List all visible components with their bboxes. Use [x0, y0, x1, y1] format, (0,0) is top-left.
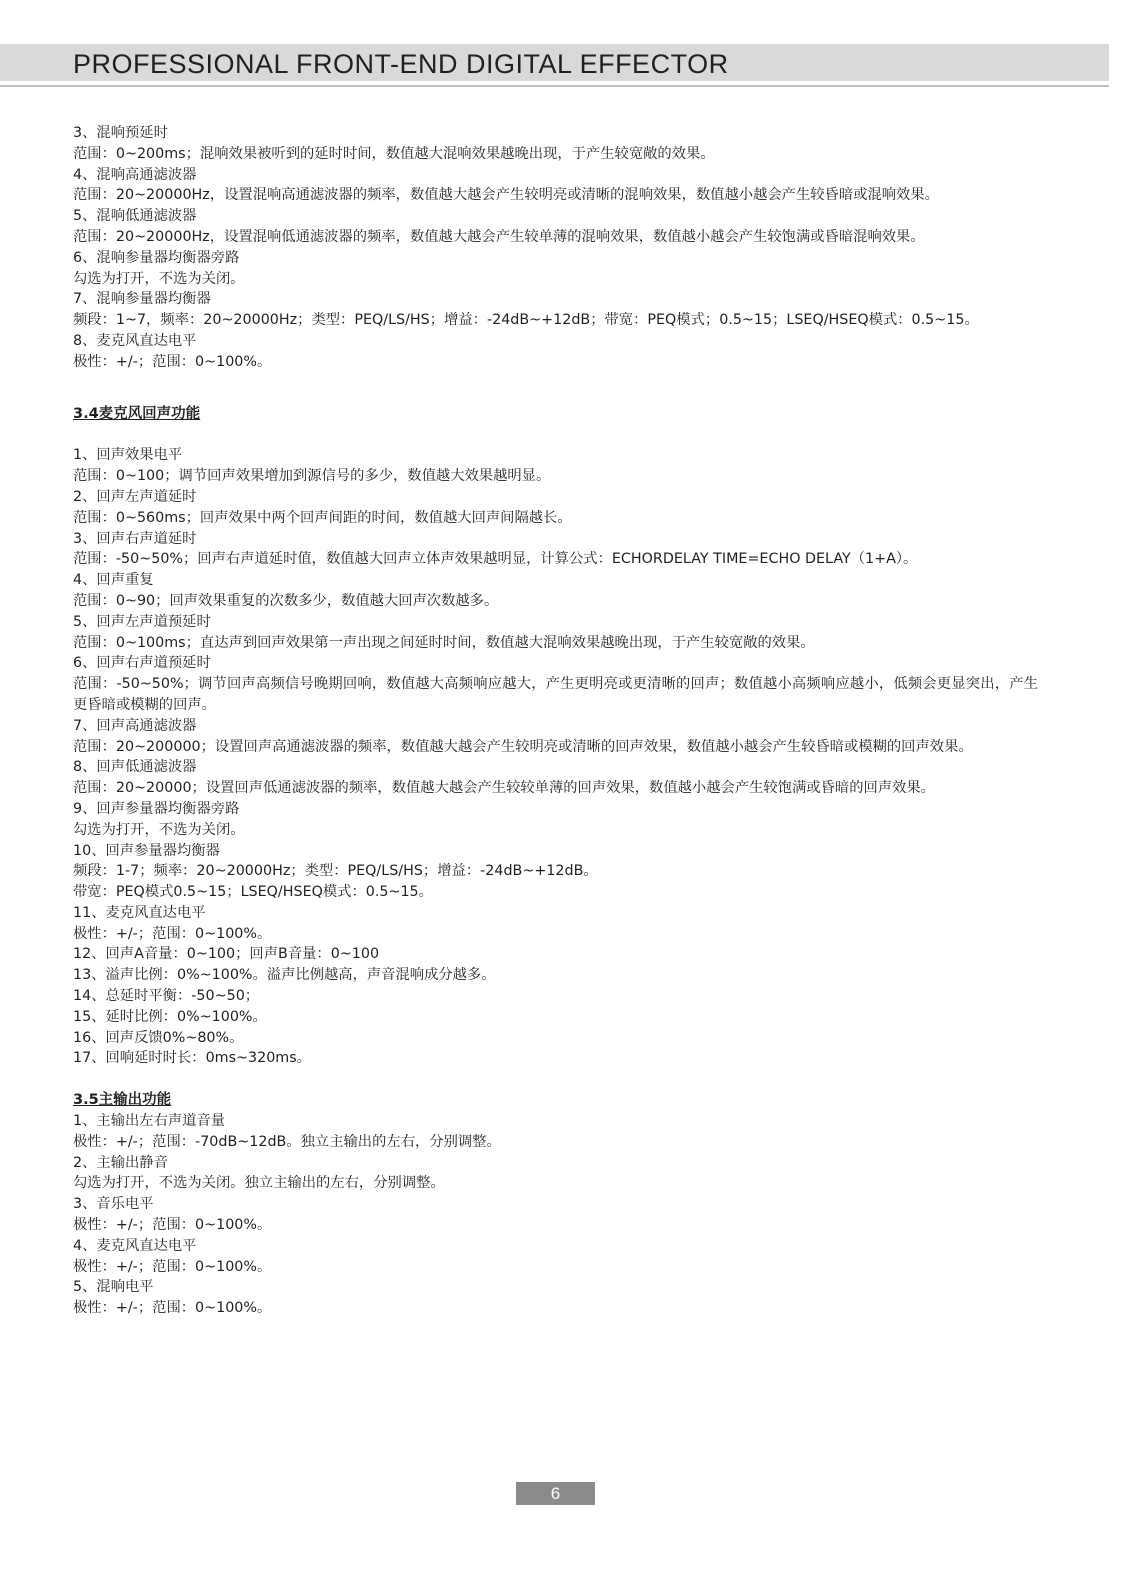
reverb-level-title: 5、混响电平 [73, 1279, 154, 1296]
echo-peq-title: 10、回声参量器均衡器 [73, 842, 220, 859]
echo-delay-balance-line: 14、总延时平衡：-50~50； [73, 988, 260, 1005]
reverb-hpf-title: 4、混响高通滤波器 [73, 166, 197, 183]
section-heading-main-output: 3.5主输出功能 [73, 1092, 172, 1109]
echo-mic-direct-title: 11、麦克风直达电平 [73, 904, 206, 921]
reverb-lpf-desc: 范围：20~20000Hz，设置混响低通滤波器的频率，数值越大越会产生较单薄的混响效果，数值越小越会产生较饱满或昏暗混响效果。 [73, 228, 925, 245]
echo-right-predelay-desc: 范围：-50~50%；调节回声高频信号晚期回响，数值越大高频响应越大，产生更明亮或更清晰的回声；数值越小高频响应越小，低频会更显突出，产生更昏暗或模糊的回声。 [73, 676, 1038, 713]
echo-delay-length-line: 17、回响延时时长：0ms~320ms。 [73, 1050, 311, 1067]
echo-right-predelay-title: 6、回声右声道预延时 [73, 655, 211, 672]
echo-feedback-line: 16、回声反馈0%~80%。 [73, 1029, 244, 1046]
echo-ab-volume-line: 12、回声A音量：0~100；回声B音量：0~100 [73, 946, 380, 963]
header-divider [0, 85, 1109, 87]
reverb-hpf-desc: 范围：20~20000Hz，设置混响高通滤波器的频率，数值越大越会产生较明亮或清晰的混响效果，数值越小越会产生较昏暗或混响效果。 [73, 187, 939, 204]
music-level-desc: 极性：+/-；范围：0~100%。 [73, 1217, 272, 1234]
echo-peq-bandwidth-desc: 带宽：PEQ模式0.5~15；LSEQ/HSEQ模式：0.5~15。 [73, 884, 433, 901]
echo-repeat-desc: 范围：0~90；回声效果重复的次数多少，数值越大回声次数越多。 [73, 592, 499, 609]
mic-direct-level-title: 4、麦克风直达电平 [73, 1237, 197, 1254]
reverb-peq-bypass-desc: 勾选为打开，不选为关闭。 [73, 270, 245, 287]
main-output-mute-desc: 勾选为打开，不选为关闭。独立主输出的左右，分别调整。 [73, 1175, 445, 1192]
reverb-peq-bypass-title: 6、混响参量器均衡器旁路 [73, 249, 240, 266]
echo-peq-bypass-title: 9、回声参量器均衡器旁路 [73, 800, 240, 817]
page-header-title: PROFESSIONAL FRONT-END DIGITAL EFFECTOR [73, 49, 729, 79]
reverb-peq-desc: 频段：1~7，频率：20~20000Hz；类型：PEQ/LS/HS；增益：-24dB~+12dB；带宽：PEQ模式；0.5~15；LSEQ/HSEQ模式：0.5~15。 [73, 312, 979, 329]
echo-left-delay-title: 2、回声左声道延时 [73, 488, 197, 505]
reverb-params-section [73, 123, 1038, 373]
page-number: 6 [516, 1482, 595, 1505]
echo-lpf-desc: 范围：20~20000；设置回声低通滤波器的频率，数值越大越会产生较较单薄的回声效果，数值越小越会产生较饱满或昏暗的回声效果。 [73, 780, 935, 797]
echo-right-delay-title: 3、回声右声道延时 [73, 530, 197, 547]
reverb-predelay-desc: 范围：0~200ms；混响效果被听到的延时时间，数值越大混响效果越晚出现，于产生较宽敞的效果。 [73, 145, 715, 162]
echo-left-delay-desc: 范围：0~560ms；回声效果中两个回声间距的时间，数值越大回声间隔越长。 [73, 509, 572, 526]
reverb-level-desc: 极性：+/-；范围：0~100%。 [73, 1300, 272, 1317]
music-level-title: 3、音乐电平 [73, 1196, 154, 1213]
reverb-mic-direct-desc: 极性：+/-；范围：0~100%。 [73, 353, 272, 370]
echo-peq-desc: 频段：1-7；频率：20~20000Hz；类型：PEQ/LS/HS；增益：-24dB~+12dB。 [73, 863, 598, 880]
echo-peq-bypass-desc: 勾选为打开，不选为关闭。 [73, 821, 245, 838]
main-output-mute-title: 2、主输出静音 [73, 1154, 168, 1171]
section-heading-echo: 3.4麦克风回声功能 [73, 405, 201, 422]
reverb-predelay-title: 3、混响预延时 [73, 125, 168, 141]
echo-right-delay-desc: 范围：-50~50%；回声右声道延时值，数值越大回声立体声效果越明显，计算公式：ECHORDELAY TIME=ECHO DELAY（1+A）。 [73, 551, 918, 568]
echo-hpf-desc: 范围：20~200000；设置回声高通滤波器的频率，数值越大越会产生较明亮或清晰的回声效果，数值越小越会产生较昏暗或模糊的回声效果。 [73, 738, 973, 755]
main-output-volume-title: 1、主输出左右声道音量 [73, 1113, 226, 1130]
echo-repeat-title: 4、回声重复 [73, 572, 154, 589]
reverb-lpf-title: 5、混响低通滤波器 [73, 208, 197, 225]
page-content [73, 123, 1038, 1319]
echo-lpf-title: 8、回声低通滤波器 [73, 759, 197, 776]
reverb-peq-title: 7、混响参量器均衡器 [73, 291, 211, 308]
main-output-section [73, 1111, 1038, 1319]
main-output-volume-desc: 极性：+/-；范围：-70dB~12dB。独立主输出的左右，分别调整。 [73, 1133, 501, 1150]
mic-direct-level-desc: 极性：+/-；范围：0~100%。 [73, 1258, 272, 1275]
echo-hpf-title: 7、回声高通滤波器 [73, 717, 197, 734]
echo-mic-direct-desc: 极性：+/-；范围：0~100%。 [73, 925, 272, 942]
echo-delay-ratio-line: 15、延时比例：0%~100%。 [73, 1008, 267, 1025]
echo-level-title: 1、回声效果电平 [73, 447, 183, 464]
reverb-mic-direct-title: 8、麦克风直达电平 [73, 332, 197, 349]
echo-left-predelay-title: 5、回声左声道预延时 [73, 613, 211, 630]
echo-overflow-ratio-line: 13、溢声比例：0%~100%。溢声比例越高，声音混响成分越多。 [73, 967, 496, 984]
echo-section [73, 445, 1038, 1069]
echo-left-predelay-desc: 范围：0~100ms；直达声到回声效果第一声出现之间延时时间，数值越大混响效果越晚出现，于产生较宽敞的效果。 [73, 634, 815, 651]
echo-level-desc: 范围：0~100；调节回声效果增加到源信号的多少，数值越大效果越明显。 [73, 468, 551, 485]
